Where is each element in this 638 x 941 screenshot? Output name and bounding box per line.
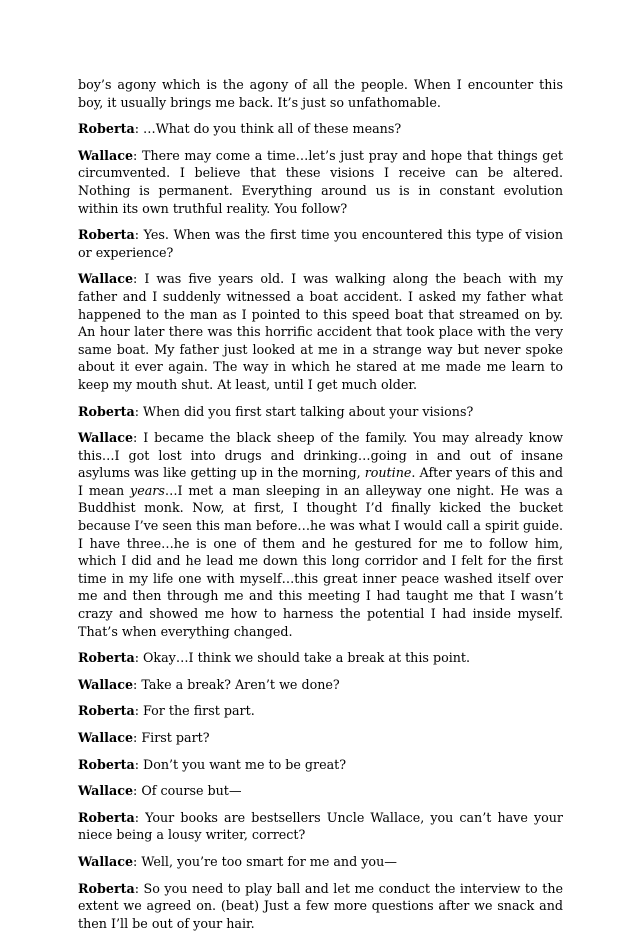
paragraph-roberta (78, 120, 563, 138)
paragraph-roberta (78, 880, 563, 933)
paragraph-roberta (78, 226, 563, 261)
paragraph-wallace (78, 429, 563, 640)
speaker-separator: : (134, 703, 144, 719)
speaker-separator: : (134, 403, 144, 419)
dialogue-text: Okay…I think we should take a break at this point. (143, 650, 471, 666)
paragraph-roberta (78, 809, 563, 844)
paragraph-wallace (78, 147, 563, 217)
dialogue-text: Don’t you want me to be great? (143, 756, 347, 772)
paragraph-wallace (78, 270, 563, 393)
speaker-separator: : (133, 430, 144, 446)
dialogue-text: . After years of this and I mean (78, 465, 563, 498)
paragraph-roberta (78, 403, 563, 421)
paragraph-wallace (78, 729, 563, 747)
dialogue-text: So you need to play ball and let me conduct the interview to the extent we agreed on. (beat) Just a few more questions after we snack and then I’ll be out of your hair. (78, 880, 563, 931)
dialogue-text: boy’s agony which is the agony of all the people. When I encounter this boy, it usually brings me back. It’s just so unfathomable. (78, 77, 563, 110)
speaker-name: Wallace (78, 676, 134, 692)
speaker-name: Roberta (78, 809, 135, 825)
emphasized-text: years (130, 482, 165, 498)
speaker-name: Roberta (78, 227, 135, 243)
speaker-separator: : (134, 227, 144, 243)
speaker-name: Roberta (78, 650, 135, 666)
speaker-name: Roberta (78, 121, 135, 137)
speaker-separator: : (133, 853, 142, 869)
speaker-name: Wallace (78, 730, 134, 745)
speaker-name: Roberta (78, 403, 135, 419)
dialogue-text: For the first part. (143, 703, 255, 719)
speaker-name: Wallace (78, 853, 134, 869)
speaker-separator: : (133, 147, 142, 163)
dialogue-text: …What do you think all of these means? (143, 121, 402, 137)
dialogue-text: Take a break? Aren’t we done? (141, 676, 340, 692)
paragraph-roberta (78, 756, 563, 774)
speaker-separator: : (133, 730, 142, 745)
paragraph-wallace (78, 676, 563, 694)
speaker-separator: : (134, 650, 144, 666)
speaker-name: Wallace (78, 147, 134, 163)
speaker-name: Roberta (78, 756, 135, 772)
dialogue-text: Yes. When was the first time you encountered this type of vision or experience? (78, 227, 563, 260)
speaker-separator: : (134, 121, 144, 137)
dialogue-text: There may come a time…let’s just pray and hope that things get circumvented. I believe that these visions I receive can be altered. Nothing is permanent. Everything around us is in constant evolution within its own truthful reality. You follow? (78, 147, 563, 216)
speaker-name: Wallace (78, 783, 134, 799)
dialogue-text: Of course but— (141, 783, 242, 799)
dialogue-text: I was five years old. I was walking along the beach with my father and I suddenly witnessed a boat accident. I asked my father what happened to the man as I pointed to this speed boat that streamed on by. An hour later there was this horrific accident that took place with the very same boat. My father just looked at me in a strange way but never spoke about it ever again. The way in which he stared at me made me learn to keep my mouth shut. At least, until I get much older. (78, 271, 563, 392)
dialogue-text: Your books are bestsellers Uncle Wallace, you can’t have your niece being a lousy writer, correct? (78, 809, 563, 843)
speaker-separator: : (134, 756, 144, 772)
dialogue-text: Well, you’re too smart for me and you— (141, 853, 397, 869)
speaker-name: Roberta (78, 880, 135, 896)
dialogue-text: First part? (141, 730, 210, 745)
paragraph-continuation (78, 76, 563, 111)
speaker-name: Roberta (78, 703, 135, 719)
speaker-name: Wallace (78, 430, 134, 446)
paragraph-wallace (78, 782, 563, 800)
paragraph-roberta (78, 702, 563, 720)
speaker-separator: : (133, 676, 142, 692)
paragraph-roberta (78, 649, 563, 667)
emphasized-text: routine (364, 465, 412, 481)
speaker-separator: : (134, 880, 144, 896)
speaker-name: Wallace (78, 271, 134, 287)
dialogue-text: When did you first start talking about your visions? (143, 403, 474, 419)
document-page (78, 76, 563, 941)
speaker-separator: : (133, 271, 145, 287)
dialogue-text: I became the black sheep of the family. You may already know this…I got lost into drugs and drinking…going in and out of insane asylums was like getting up in the morning, (78, 430, 564, 481)
speaker-separator: : (133, 783, 142, 799)
paragraph-wallace (78, 853, 563, 871)
dialogue-text: …I met a man sleeping in an alleyway one night. He was a Buddhist monk. Now, at first, I thought I’d finally kicked the bucket because I’ve seen this man before…he was what I would call a spirit guide. I have three…he is one of them and he gestured for me to follow him, which I did and he lead me down this long corridor and I felt for the first time in my life one with myself…this great inner peace washed itself over me and then through me and this meeting I had taught me that I wasn’t crazy and showed me how to harness the potential I had inside myself. That’s when everything changed. (78, 482, 563, 639)
speaker-separator: : (134, 809, 146, 825)
